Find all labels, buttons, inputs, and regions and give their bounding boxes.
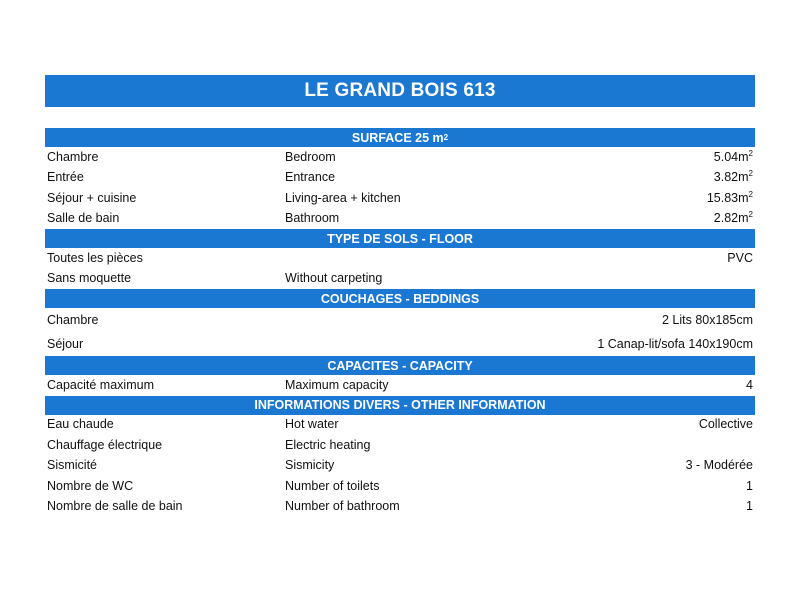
page-title: LE GRAND BOIS 613 — [45, 75, 755, 107]
row-value-text: 3.82m — [713, 170, 749, 185]
row-label-en: Hot water — [285, 417, 339, 432]
row-value: 1 — [746, 499, 753, 514]
row-label-fr: Chambre — [47, 312, 99, 327]
row-value-sup: 2 — [748, 189, 753, 199]
row-value: Collective — [698, 417, 753, 432]
row-label-fr: Eau chaude — [47, 417, 114, 432]
section-header-label: SURFACE 25 m — [351, 130, 444, 145]
table-row — [45, 308, 755, 332]
row-label-fr: Entrée — [47, 170, 84, 185]
section-header-other-information: INFORMATIONS DIVERS - OTHER INFORMATION — [45, 396, 755, 415]
row-label-en: Entrance — [285, 170, 336, 185]
row-label-fr: Salle de bain — [47, 211, 120, 226]
section-header-capacity: CAPACITES - CAPACITY — [45, 356, 755, 375]
row-label-en: Bedroom — [285, 149, 336, 164]
row-label-en: Number of bathroom — [285, 499, 400, 514]
section-header-floor: TYPE DE SOLS - FLOOR — [45, 229, 755, 248]
table-row — [45, 415, 755, 436]
row-value — [535, 170, 755, 184]
row-label-fr: Séjour + cuisine — [47, 190, 137, 205]
table-row — [45, 269, 755, 290]
table-row — [45, 497, 755, 518]
row-value: 2 Lits 80x185cm — [661, 312, 753, 327]
section-header-surface: SURFACE 25 m 2 — [45, 128, 755, 147]
table-row — [45, 209, 755, 230]
row-label-fr: Capacité maximum — [47, 377, 154, 392]
row-value-sup: 2 — [748, 148, 753, 158]
table-row — [45, 476, 755, 497]
row-label-en: Without carpeting — [285, 271, 383, 286]
row-value — [535, 211, 755, 225]
section-header-beddings: COUCHAGES - BEDDINGS — [45, 289, 755, 308]
row-label-fr: Sans moquette — [47, 271, 132, 286]
row-label-fr: Toutes les pièces — [47, 250, 143, 265]
row-value: 1 Canap-lit/sofa 140x190cm — [597, 336, 753, 351]
row-label-fr: Séjour — [47, 336, 84, 351]
spacer — [45, 107, 755, 128]
row-value-sup: 2 — [748, 169, 753, 179]
row-label-en: Electric heating — [285, 437, 371, 452]
row-value: 1 — [746, 478, 753, 493]
table-row — [45, 435, 755, 456]
row-value-text: 15.83m — [706, 190, 749, 205]
table-row — [45, 248, 755, 269]
table-row — [45, 188, 755, 209]
row-label-fr: Sismicité — [47, 458, 98, 473]
table-row — [45, 168, 755, 189]
row-label-en: Maximum capacity — [285, 377, 389, 392]
table-row — [45, 375, 755, 396]
row-value-text: 5.04m — [713, 149, 749, 164]
table-row — [45, 332, 755, 356]
property-sheet — [45, 75, 755, 517]
row-label-fr: Nombre de salle de bain — [47, 499, 183, 514]
table-row — [45, 456, 755, 477]
row-value — [535, 191, 755, 205]
row-value: 3 - Modérée — [685, 458, 753, 473]
row-label-fr: Chauffage électrique — [47, 437, 163, 452]
row-value: 4 — [746, 377, 753, 392]
row-value-text: 2.82m — [713, 211, 749, 226]
row-label-fr: Nombre de WC — [47, 478, 134, 493]
row-label-en: Living-area + kitchen — [285, 190, 401, 205]
row-label-en: Bathroom — [285, 211, 340, 226]
row-label-en: Number of toilets — [285, 478, 380, 493]
table-row — [45, 147, 755, 168]
row-value: PVC — [727, 250, 753, 265]
row-label-fr: Chambre — [47, 149, 99, 164]
row-value — [535, 150, 755, 164]
row-value-sup: 2 — [748, 210, 753, 220]
row-label-en: Sismicity — [285, 458, 335, 473]
